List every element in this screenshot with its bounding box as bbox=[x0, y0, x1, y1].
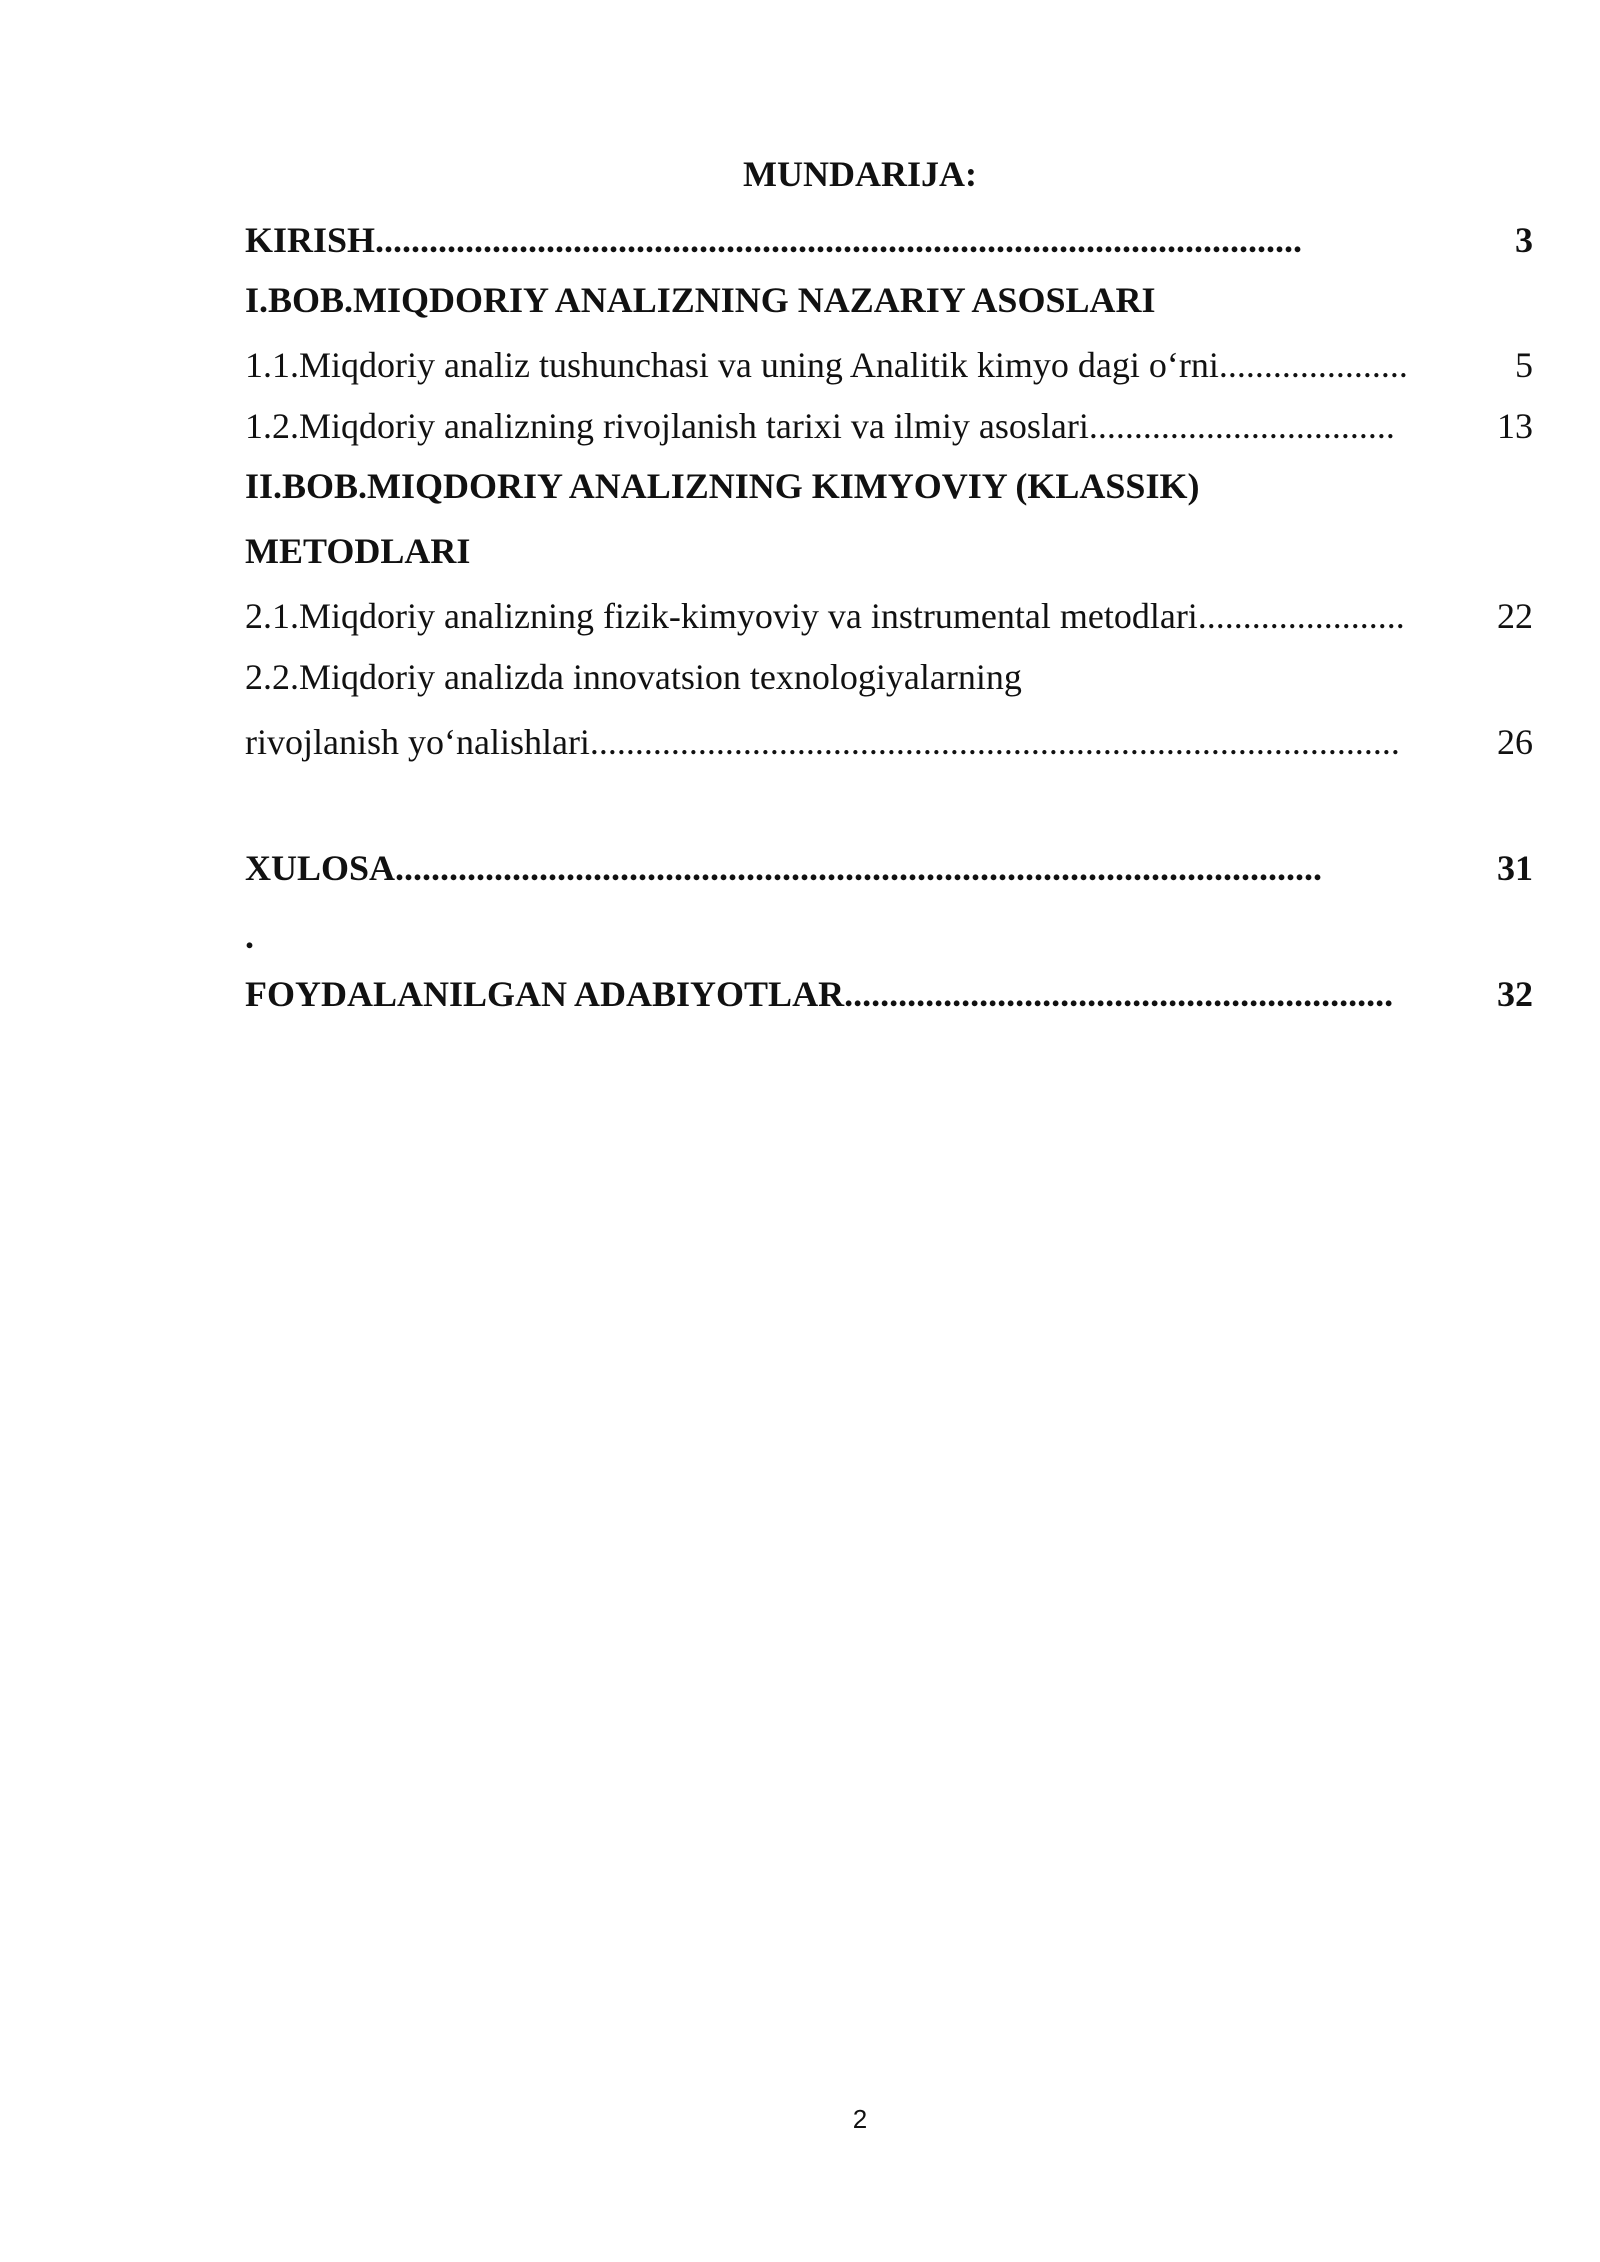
toc-entry-text: 2.1.Miqdoriy analizning fizik-kimyoviy va instrumental metodlari....................... bbox=[245, 596, 1405, 636]
toc-entry-page: 22 bbox=[1497, 596, 1533, 636]
toc-entry-text: FOYDALANILGAN ADABIYOTLAR............................................................. bbox=[245, 974, 1394, 1014]
toc-entry-text: XULOSA....................................................................................................... bbox=[245, 848, 1323, 888]
page-number: 2 bbox=[852, 2104, 868, 2134]
toc-entry-text: 1.1.Miqdoriy analiz tushunchasi va uning Analitik kimyo dagi o‘rni..................... bbox=[245, 345, 1408, 385]
toc-entry-page: 26 bbox=[1497, 722, 1533, 762]
toc-entry-page: 5 bbox=[1515, 345, 1533, 385]
toc-title bbox=[0, 150, 1600, 198]
toc-title-text: MUNDARIJA: bbox=[743, 154, 977, 194]
toc-entry-text: rivojlanish yo‘nalishlari.......................................................................................... bbox=[245, 722, 1400, 762]
toc-entry-page: 32 bbox=[1497, 974, 1533, 1014]
toc-entry-text: KIRISH....................................................................................................... bbox=[245, 220, 1303, 260]
toc-entry-text: 2.2.Miqdoriy analizda innovatsion texnologiyalarning bbox=[245, 657, 1022, 697]
toc-entry-page: 31 bbox=[1497, 848, 1533, 888]
toc-entry-text: . bbox=[245, 916, 254, 956]
toc-entry-text: II.BOB.MIQDORIY ANALIZNING KIMYOVIY (KLASSIK) bbox=[245, 466, 1200, 506]
toc-entry-page: 13 bbox=[1497, 406, 1533, 446]
toc-entry-page: 3 bbox=[1515, 220, 1533, 260]
toc-entry-text: 1.2.Miqdoriy analizning rivojlanish tarixi va ilmiy asoslari.................................. bbox=[245, 406, 1395, 446]
toc-entry-text: METODLARI bbox=[245, 531, 471, 571]
toc-entry-text: I.BOB.MIQDORIY ANALIZNING NAZARIY ASOSLARI bbox=[245, 280, 1156, 320]
